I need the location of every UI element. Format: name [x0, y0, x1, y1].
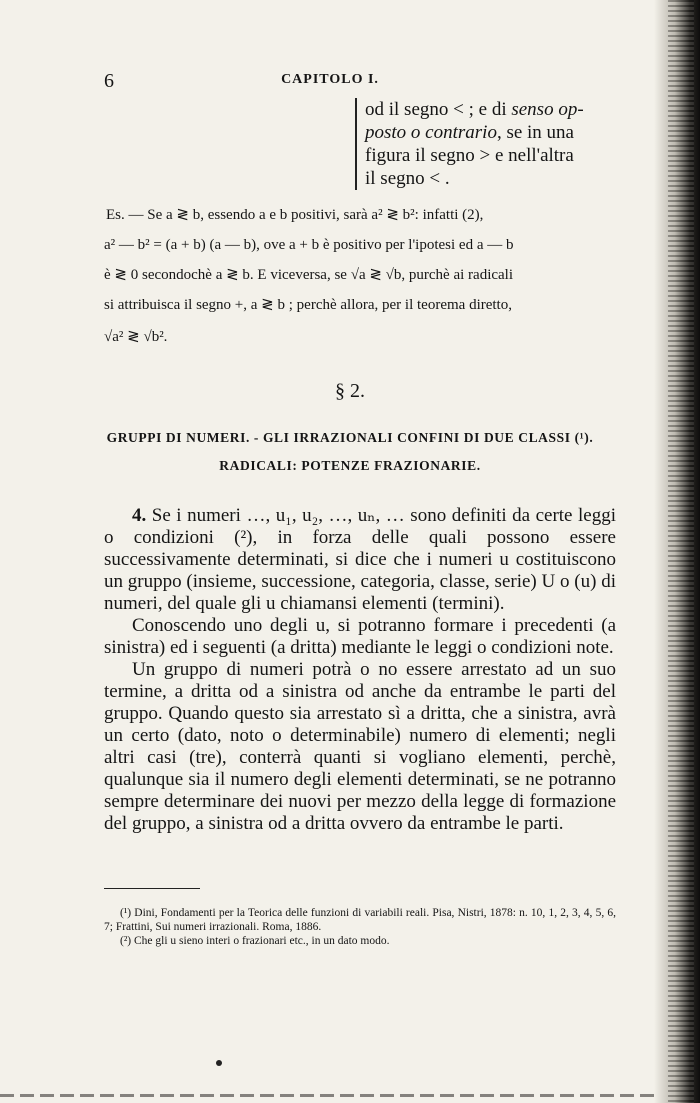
paragraph-3: Un gruppo di numeri potrà o no essere arrestato ad un suo termine, a dritta od a sinistra od anche da entrambe le parti del gruppo. Quando questo sia arrestato sì a dritta, che a sinistra, avrà un certo (dato, noto o determinabile) numero di elementi; negli altri casi (tre), conterrà quanti si vogliano elementi, perchè, qualunque sia il numero degli elementi determinati, se ne potranno sempre determinare dei nuovi per mezzo della legge di formazione del gruppo, a sinistra od a dritta ovvero da entrambe le parti.: [104, 659, 616, 834]
section-heading-2: RADICALI: POTENZE FRAZIONARIE.: [219, 458, 481, 473]
footnote-rule: [104, 888, 200, 889]
boxed-note: [355, 98, 627, 190]
boxed-note-line-1: od il segno < ; e di senso op-: [365, 99, 584, 120]
example-line-2: a² — b² = (a + b) (a — b), ove a + b è positivo per l'ipotesi ed a — b: [104, 237, 514, 253]
section-heading-1: GRUPPI DI NUMERI. - GLI IRRAZIONALI CONFINI DI DUE CLASSI (¹).: [106, 430, 594, 445]
example-line-3: è ≷ 0 secondochè a ≷ b. E viceversa, se √a ≷ √b, purchè ai radicali: [104, 267, 514, 283]
boxed-note-line-4: il segno < .: [365, 168, 450, 189]
paragraph-1: 4. Se i numeri …, u₁, u₂, …, uₙ, … sono definiti da certe leggi o condizioni (²), in forza delle quali possono essere successivamente determinati, si dice che i numeri u costituiscono un gruppo (insieme, successione, categoria, classe, serie) U o (u) di numeri, del quale gli u chiamansi elementi (termini).: [104, 505, 616, 614]
bottom-page-edge: [0, 1094, 660, 1097]
boxed-note-line-2: posto o contrario, se in una: [365, 122, 574, 143]
footnote-2: (²) Che gli u sieno interi o frazionari etc., in un dato modo.: [120, 935, 390, 947]
boxed-note-line-3: figura il segno > e nell'altra: [365, 145, 574, 166]
page-number: 6: [104, 70, 114, 92]
example-line-5: √a² ≷ √b².: [104, 329, 168, 345]
example-line-4: si attribuisca il segno +, a ≷ b ; perchè allora, per il teorema diretto,: [104, 297, 512, 313]
paragraph-number: 4.: [132, 505, 147, 526]
section-number: § 2.: [335, 380, 365, 402]
footnotes: [104, 906, 616, 948]
running-head: CAPITOLO I.: [281, 72, 379, 87]
paragraph-2: Conoscendo uno degli u, si potranno formare i precedenti (a sinistra) ed i seguenti (a dritta) mediante le leggi o condizioni note.: [104, 615, 616, 658]
example-line-1: Es. — Se a ≷ b, essendo a e b positivi, sarà a² ≷ b²: infatti (2),: [106, 207, 484, 223]
page-edge-texture: [668, 0, 694, 1103]
body-text: [104, 505, 616, 835]
ink-dot: [216, 1060, 222, 1066]
footnote-1: (¹) Dini, Fondamenti per la Teorica delle funzioni di variabili reali. Pisa, Nistri, 1878: n. 10, 1, 2, 3, 4, 5, 6, 7; Frattini, Sui numeri irrazionali. Roma, 1886.: [104, 907, 616, 933]
